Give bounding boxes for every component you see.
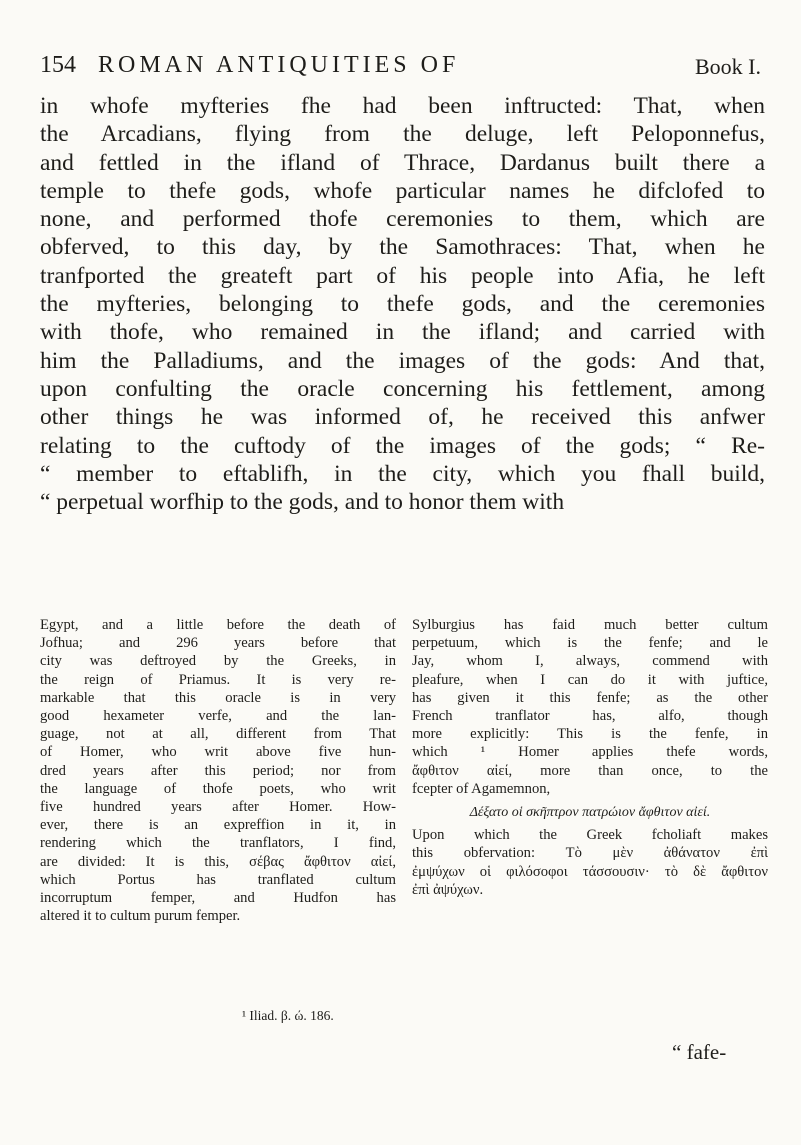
main-line: tranfported the greateft part of his people into Afia, he left [40, 262, 765, 289]
main-line: relating to the cuftody of the images of the gods; “ Re- [40, 432, 765, 459]
note-line: pleafure, when I can do it with juftice, [412, 671, 768, 688]
main-line: “ member to eftablifh, in the city, which you fhall build, [40, 460, 765, 487]
note-line: of Homer, who writ above five hun- [40, 744, 396, 761]
note-line: has given it this fenfe; as the other [412, 689, 768, 706]
note-line: ἄφθιτον αἰεί, more than once, to the [412, 762, 768, 779]
note-line: the language of thofe poets, who writ [40, 780, 396, 797]
main-line: the Arcadians, flying from the deluge, left Peloponnefus, [40, 121, 765, 148]
note-line: Jay, whom I, always, commend with [412, 653, 768, 670]
note-line: incorruptum femper, and Hudfon has [40, 890, 396, 907]
note-line: the reign of Priamus. It is very re- [40, 671, 396, 688]
notes-section [40, 616, 768, 925]
main-line: temple to thefe gods, whofe particular names he difclofed to [40, 177, 765, 204]
notes-left-column [40, 616, 396, 925]
main-line: in whofe myfteries fhe had been inftructed: That, when [40, 93, 765, 119]
main-line: him the Palladiums, and the images of the gods: And that, [40, 347, 765, 374]
note-line: more explicitly: This is the fenfe, in [412, 726, 768, 743]
note-line: Jofhua; and 296 years before that [40, 635, 396, 652]
note-line: this obfervation: Τὸ μὲν ἀθάνατον ἐπὶ [412, 845, 768, 862]
note-line: five hundred years after Homer. How- [40, 799, 396, 816]
note-line: which Portus has tranflated cultum [40, 871, 396, 888]
notes-right-column [412, 616, 768, 925]
note-line: French tranflator has, alfo, though [412, 708, 768, 725]
main-line: “ perpetual worfhip to the gods, and to honor them with [40, 489, 565, 516]
footnote: ¹ Iliad. β. ώ. 186. [242, 1008, 334, 1023]
note-line: guage, not at all, different from That [40, 726, 396, 743]
main-line: with thofe, who remained in the ifland; and carried with [40, 319, 765, 346]
note-line: fcepter of Agamemnon, [412, 780, 551, 797]
book-label: Book I. [695, 54, 761, 79]
note-line: city was deftroyed by the Greeks, in [40, 653, 396, 670]
main-line: none, and performed thofe ceremonies to them, which are [40, 206, 765, 233]
main-line: and fettled in the ifland of Thrace, Dardanus built there a [40, 149, 765, 176]
catchword: “ fafe- [672, 1040, 727, 1064]
main-line: upon confulting the oracle concerning his fettlement, among [40, 375, 765, 402]
running-title: ROMAN ANTIQUITIES OF [98, 52, 460, 78]
note-line: rendering which the tranflators, I find, [40, 835, 396, 852]
note-line: markable that this oracle is in very [40, 689, 396, 706]
greek-verse: Δέξατο οἱ σκῆπτρον πατρώιον ἄφθιτον αἰεί. [469, 805, 711, 821]
note-line: Egypt, and a little before the death of [40, 617, 396, 633]
main-line: the myfteries, belonging to thefe gods, and the ceremonies [40, 291, 765, 318]
note-line: are divided: It is this, σέβας ἄφθιτον αἰεί, [40, 853, 396, 870]
note-line: ἐμψύχων οἱ φιλόσοφοι τάσσουσιν· τὸ δὲ ἄφθιτον [412, 863, 768, 880]
main-line: obferved, to this day, by the Samothraces: That, when he [40, 234, 765, 261]
note-line: which ¹ Homer applies thefe words, [412, 744, 768, 761]
main-line: other things he was informed of, he received this anfwer [40, 404, 765, 431]
page-number: 154 [40, 52, 76, 78]
note-line: perpetuum, which is the fenfe; and le [412, 635, 768, 652]
note-line: ever, there is an expreffion in it, in [40, 817, 396, 834]
note-line: good hexameter verfe, and the lan- [40, 708, 396, 725]
note-line: Sylburgius has faid much better cultum [412, 617, 768, 633]
running-header [40, 52, 761, 86]
main-text [40, 92, 765, 516]
note-line: ἐπὶ ἀψύχων. [412, 881, 484, 898]
note-line: altered it to cultum purum femper. [40, 908, 241, 925]
note-line: dred years after this period; nor from [40, 762, 396, 779]
note-line: Upon which the Greek fcholiaft makes [412, 827, 768, 844]
